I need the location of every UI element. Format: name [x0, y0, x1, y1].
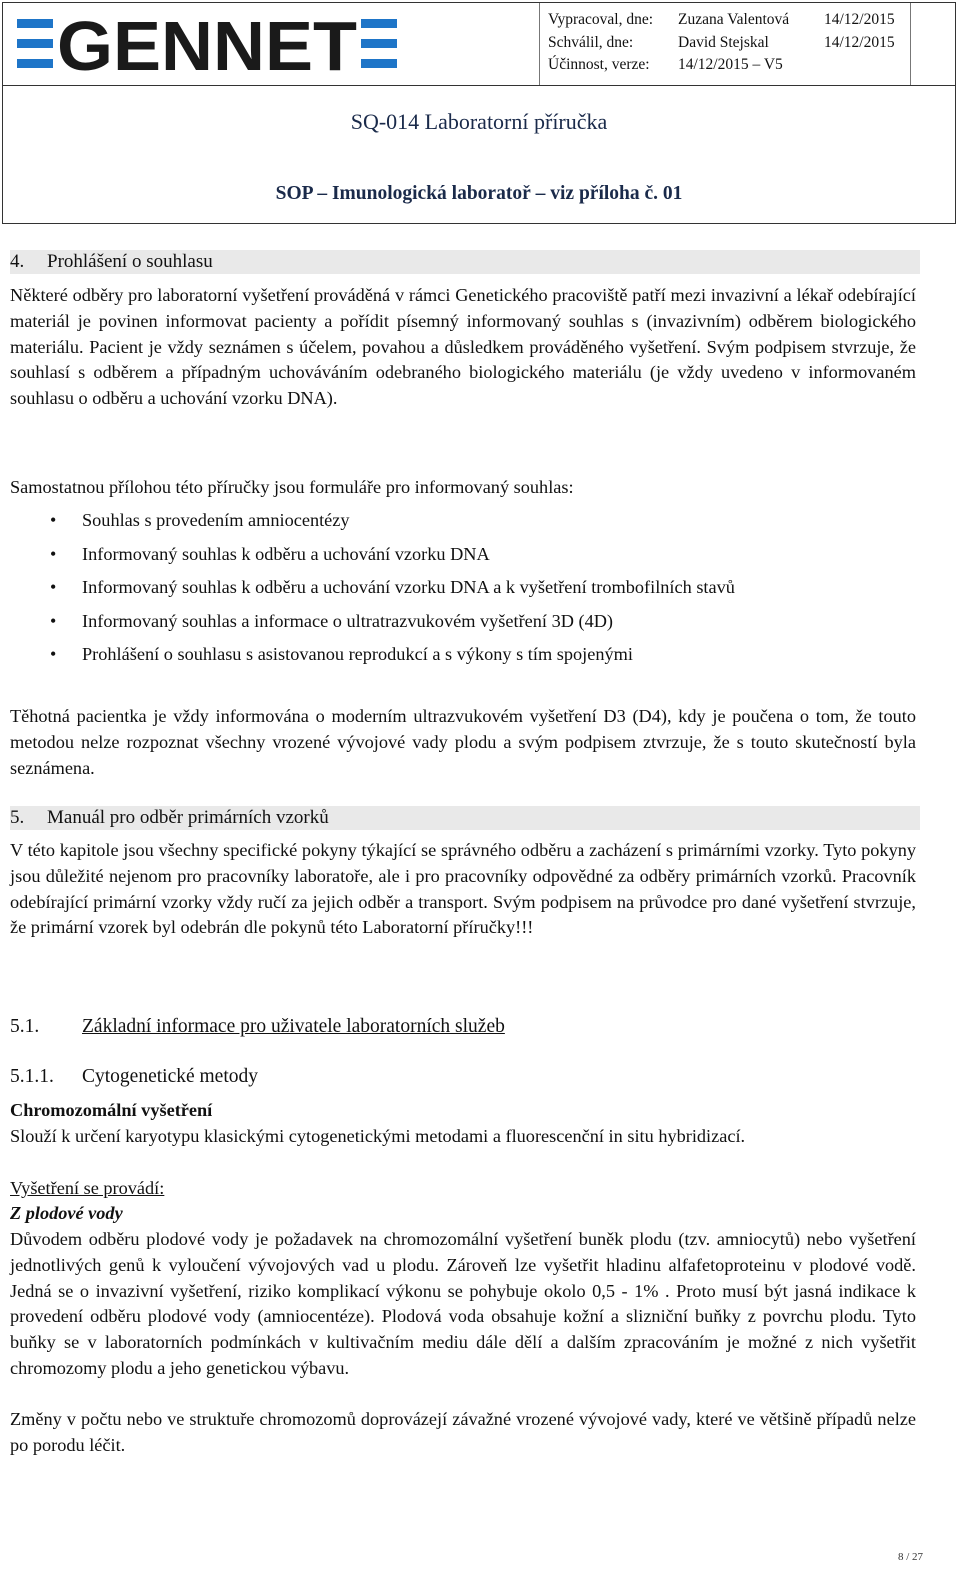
- subsection-number: 5.1.1.: [10, 1066, 54, 1087]
- meta-version: 14/12/2015 – V5: [678, 56, 783, 73]
- meta-name: Zuzana Valentová: [678, 11, 790, 28]
- chromosome-changes-paragraph: Změny v počtu nebo ve struktuře chromozomů doprovázejí závažné vrozené vývojové vady, které ve většině případů nelze po porodu léčit.: [10, 1409, 916, 1455]
- approval-box: [539, 3, 911, 85]
- header-top-row: [3, 3, 955, 86]
- list-item: • Informovaný souhlas a informace o ultratrazvukovém vyšetření 3D (4D): [10, 609, 916, 643]
- section-number: 5.: [10, 807, 25, 828]
- section-4-paragraph-2: Samostatnou přílohou této příručky jsou formuláře pro informovaný souhlas:: [10, 477, 574, 497]
- meta-date: 14/12/2015: [824, 11, 895, 28]
- document-title: SQ-014 Laboratorní příručka: [350, 109, 608, 134]
- list-item: • Informovaný souhlas k odběru a uchování vzorku DNA: [10, 542, 916, 576]
- list-item: • Prohlášení o souhlasu s asistovanou reprodukcí a s výkony s tím spojenými: [10, 642, 916, 676]
- section-title: Manuál pro odběr primárních vzorků: [47, 807, 329, 828]
- amniotic-fluid-heading: Z plodové vody: [10, 1203, 123, 1223]
- sop-reference: SOP – Imunologická laboratoř – viz příloha č. 01: [275, 183, 683, 204]
- section-title: Prohlášení o souhlasu: [47, 251, 213, 272]
- logo-text: GENNET: [57, 11, 357, 77]
- consent-forms-list: [10, 508, 916, 676]
- chromosomal-exam-heading: Chromozomální vyšetření: [10, 1100, 213, 1120]
- section-4-paragraph-3: Těhotná pacientka je vždy informována o moderním ultrazvukovém vyšetření D3 (D4), kdy je poučena o tom, že touto metodou nelze rozpoznat všechny vrozené vývojové vady plodu a svým podpisem ztvrzuje, že s touto skutečností byla seznámena.: [10, 706, 916, 778]
- document-header: [2, 2, 956, 224]
- meta-label: Schválil, dne:: [548, 34, 634, 51]
- subsection-title: Cytogenetické metody: [82, 1066, 258, 1087]
- section-5-heading: [10, 806, 920, 830]
- subsection-title: Základní informace pro uživatele laboratorních služeb: [82, 1016, 505, 1037]
- amniotic-fluid-paragraph: Důvodem odběru plodové vody je požadavek na chromozomální vyšetření buněk plodu (tzv. amniocytů) nebo vyšetření jednotlivých genů k vyloučení vývojových vad u plodu. Zároveň lze vyšetřit hladinu alfafetoproteinu v plodové vodě. Jedná se o invazivní vyšetření, riziko komplikací výkonu se pohybuje okolo 0,5 - 1% . Proto musí být jasná indikace k provedení odběru plodové vody (amniocentéze). Plodová voda obsahuje kožní a slizniční buňky z povrchu plodu. Tyto buňky se v laboratorních podmínkách v kultivačním mediu dále dělí a dalším zpracováním je možné z nich vyšetřit chromozomy plodu a jeho genetickou výbavu.: [10, 1229, 916, 1378]
- list-item: • Souhlas s provedením amniocentézy: [10, 508, 916, 542]
- meta-label: Účinnost, verze:: [548, 56, 650, 73]
- page-number: 8 / 27: [898, 1551, 924, 1563]
- subsection-5-1-heading: [10, 1016, 505, 1038]
- chromosomal-exam-text: Slouží k určení karyotypu klasickými cytogenetickými metodami a fluorescenční in situ hybridizací.: [10, 1126, 746, 1146]
- meta-name: David Stejskal: [678, 34, 769, 51]
- subsection-number: 5.1.: [10, 1016, 40, 1037]
- meta-label: Vypracoval, dne:: [548, 11, 654, 28]
- meta-date: 14/12/2015: [824, 34, 895, 51]
- section-5-paragraph-1: V této kapitole jsou všechny specifické pokyny týkající se správného odběru a zacházení s primárními vzorky. Tyto pokyny jsou důležité nejenom pro pracovníky laboratoře, ale i pro pracovníky odpovědné za odběry primárních vzorků. Pracovník odebírající primární vzorky vždy ručí za jejich odběr a transport. Svým podpisem na průvodce pro dané vyšetření stvrzuje, že primární vzorek byl odebrán dle pokynů této Laboratorní příručky!!!: [10, 840, 916, 938]
- performed-label: Vyšetření se provádí:: [10, 1178, 165, 1198]
- gennet-logo: [17, 11, 397, 77]
- subsection-5-1-1-heading: [10, 1066, 258, 1088]
- section-4-heading: [10, 250, 920, 274]
- section-number: 4.: [10, 251, 25, 272]
- section-4-paragraph-1: Některé odběry pro laboratorní vyšetření prováděná v rámci Genetického pracoviště patří mezi invazivní a lékař odebírající materiál je povinen informovat pacienty a pořídit písemný informovaný souhlas s (invazivním) odběrem biologického materiálu. Pacient je vždy seznámen s účelem, povahou a důsledkem prováděného vyšetření. Svým podpisem stvrzuje, že souhlasí s odběrem a případným uchováváním odebraného biologického materiálu (je vždy uvedeno v informovaném souhlasu o odběru a uchování vzorku DNA).: [10, 285, 916, 409]
- list-item: • Informovaný souhlas k odběru a uchování vzorku DNA a k vyšetření trombofilních stavů: [10, 575, 916, 609]
